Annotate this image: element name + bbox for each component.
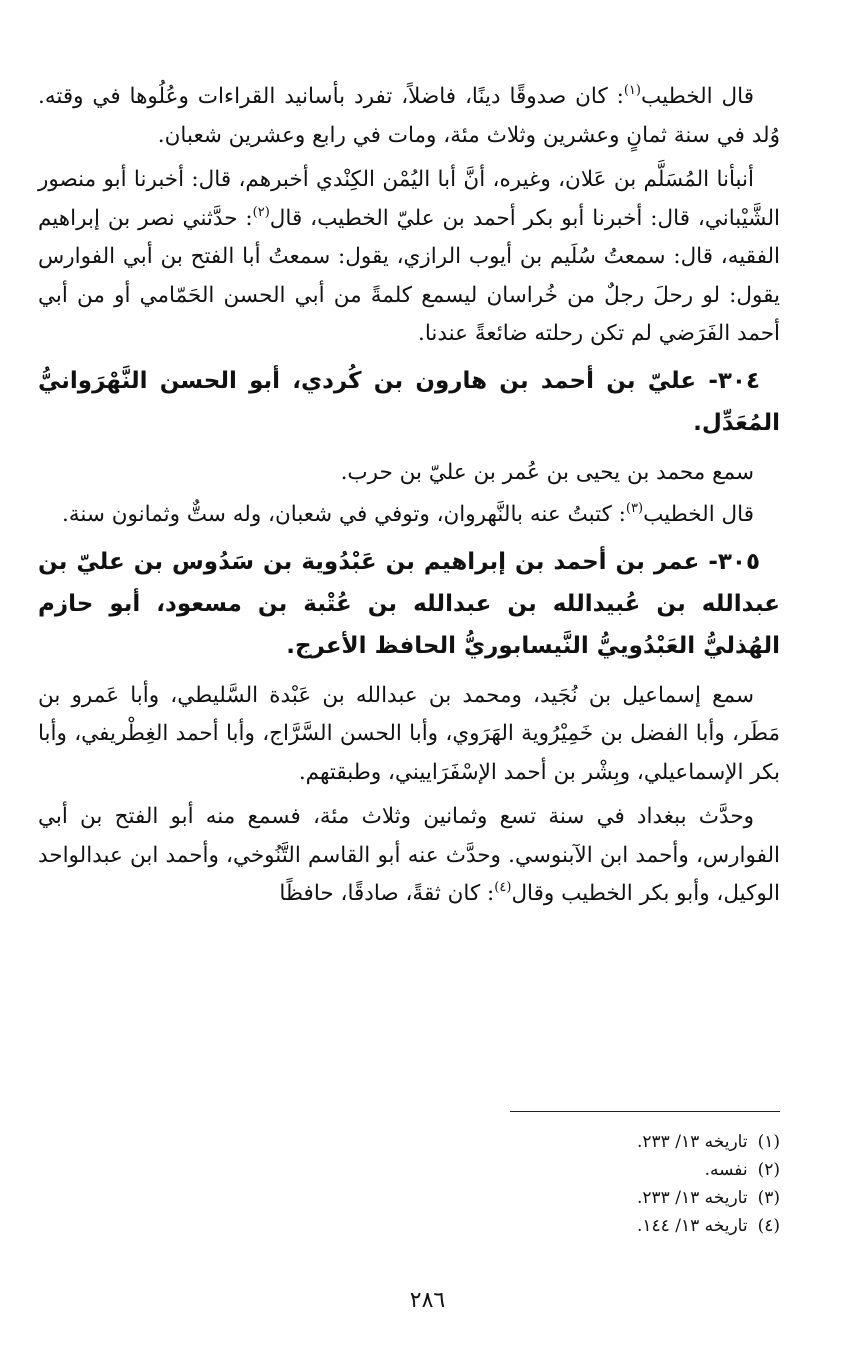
entry-number: ٣٠٤- (708, 367, 760, 394)
paragraph-text: : كان ثقةً، صادقًا، حافظًا (279, 881, 495, 906)
paragraph-text: قال الخطيب (640, 84, 754, 109)
entry-title: عمر بن أحمد بن إبراهيم بن عَبْدُوية بن سَدُوس بن عليّ بن عبدالله بن عُبيدالله بن عبدالله بن عُتْبة بن مسعود، أبو حازم الهُذليُّ العَبْدُوييُّ النَّيسابوريُّ الحافظ الأعرج. (38, 548, 780, 659)
entry-number: ٣٠٥- (708, 548, 760, 575)
paragraph-text: : كان صدوقًا دينًا، فاضلاً، تفرد بأسانيد القراءات وعُلُوها في وقته. وُلد في سنة ثمانٍ وعشرين وثلاث مئة، ومات في رابع وعشرين شعبان. (38, 84, 780, 148)
paragraph-text: : كتبتُ عنه بالنَّهروان، وتوفي في شعبان، وله ستٌّ وثمانون سنة. (62, 502, 626, 527)
paragraph-haddatha (38, 798, 780, 914)
footnote-number: (٣) (757, 1188, 780, 1208)
footnote-text: نفسه. (704, 1160, 748, 1180)
paragraph-khatib-1 (38, 78, 780, 155)
paragraph-isnad (38, 161, 780, 354)
footnote-text: تاريخه ١٣/ ١٤٤. (637, 1216, 748, 1236)
page-number: ٢٨٦ (409, 1288, 446, 1313)
footnote-item (280, 1212, 780, 1240)
paragraph-khatib-2 (38, 496, 780, 535)
entry-heading-304 (38, 360, 780, 444)
footnote-item (280, 1184, 780, 1212)
footnote-number: (٤) (757, 1216, 780, 1236)
entry-title: عليّ بن أحمد بن هارون بن كُردي، أبو الحسن النَّهْرَوانيُّ المُعَدِّل. (38, 367, 780, 436)
footnotes (280, 1128, 780, 1240)
entry-heading-305 (38, 541, 780, 667)
footnote-item (280, 1128, 780, 1156)
footnote-divider (510, 1111, 780, 1112)
footnote-number: (١) (757, 1132, 780, 1152)
paragraph-text: قال الخطيب (643, 502, 754, 527)
footnote-reference[interactable]: (٣) (625, 501, 644, 516)
footnote-text: تاريخه ١٣/ ٢٣٣. (637, 1132, 748, 1152)
footnote-item (280, 1156, 780, 1184)
footnote-reference[interactable]: (٢) (252, 204, 270, 220)
paragraph-text: أنبأنا المُسَلَّم بن عَلان، وغيره، أنَّ أبا اليُمْن الكِنْدي أخبرهم، قال: أخبرنا أبو منصور الشَّيْباني، قال: أخبرنا أبو بكر أحمد بن عليّ الخطيب، قال (38, 167, 780, 231)
paragraph-text: سمع محمد بن يحيى بن عُمر بن عليّ بن حرب. (340, 459, 754, 485)
footnote-reference[interactable]: (٤) (494, 880, 512, 895)
paragraph-text: : حدَّثني نصر بن إبراهيم الفقيه، قال: سمعتُ سُلَيم بن أيوب الرازي، يقول: سمعتُ أبا الفتح بن أبي الفوارس يقول: لو رحلَ رجلٌ من خُراسان ليسمع كلمةً من أبي الحسن الحَمّامي أو من أبي أحمد الفَرَضي لم تكن رحلته ضائعةً عندنا. (38, 205, 780, 346)
footnote-reference[interactable]: (١) (623, 83, 641, 98)
paragraph-samia-2 (38, 677, 780, 793)
footnote-text: تاريخه ١٣/ ٢٣٣. (637, 1188, 748, 1208)
paragraph-samia-1 (38, 454, 780, 493)
page-body (38, 78, 780, 920)
paragraph-text: وحدَّث ببغداد في سنة تسع وثمانين وثلاث مئة، فسمع منه أبو الفتح بن أبي الفوارس، وأحمد ابن الآبنوسي. وحدَّث عنه أبو القاسم التَّنُوخي، وأحمد ابن عبدالواحد الوكيل، وأبو بكر الخطيب وقال (38, 804, 780, 906)
footnote-number: (٢) (757, 1160, 780, 1180)
paragraph-text: سمع إسماعيل بن نُجَيد، ومحمد بن عبدالله بن عَبْدة السَّليطي، وأبا عَمرو بن مَطَر، وأبا الفضل بن خَمِيْرُوية الهَرَوي، وأبا الحسن السَّرَّاج، وأبا أحمد الغِطْريفي، وأبا بكر الإسماعيلي، وبِشْر بن أحمد الإسْفَرَاييني، وطبقتهم. (38, 682, 780, 785)
